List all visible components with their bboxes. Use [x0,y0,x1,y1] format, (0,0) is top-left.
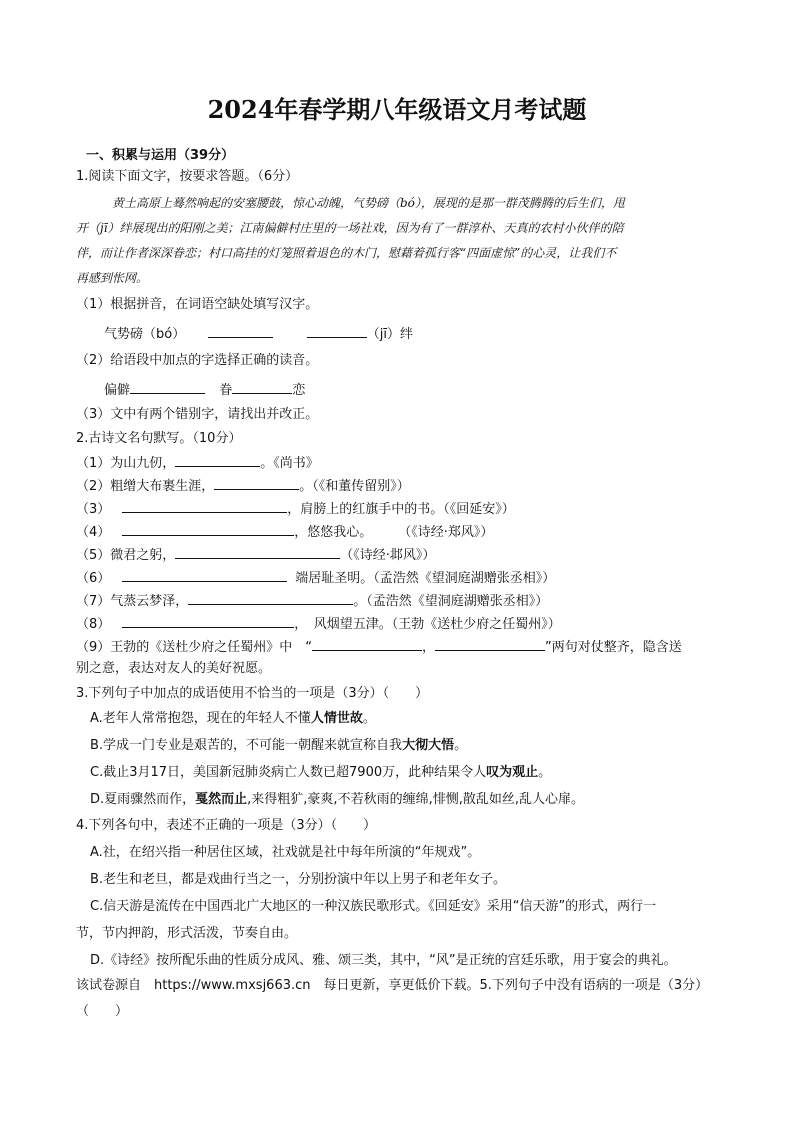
q1-passage-line: 开（jī）绊展现出的阳刚之美；江南偏僻村庄里的一场社戏，因为有了一群淳朴、天真的农村小伙伴的陪 [76,221,624,235]
q2-text: ， [422,640,436,655]
q2-text: ，肩膀上的红旗手中的书。（《回延安》） [287,502,515,517]
option-text: 。 [538,765,552,780]
dotted-idiom: 人情世故 [310,711,363,726]
q2-text: 。《尚书》 [260,456,319,471]
q1-blank-row [104,380,305,400]
q1-passage-line: 再感到怅网。 [76,271,149,285]
q4-option-a: A.社，在绍兴指一种居住区域，社戏就是社中每年所演的“年规戏”。 [90,845,481,860]
q2-text: （8） [76,617,111,632]
q2-line [76,499,515,519]
answer-blank[interactable] [175,545,340,559]
q1-passage-line: 黄土高原上蓦然响起的安塞腰鼓，惊心动魄，气势磅（bó），展现的是那一群茂腾腾的后生们，甩 [100,196,625,210]
q1-word: （jī）绊 [366,327,414,342]
answer-blank[interactable] [175,453,260,467]
q2-text: 。（《和董传留别》） [299,479,410,494]
source-footer: 该试卷源自 https://www.mxsj663.cn 每日更新，享更低价下载。5.下列句子中没有语病的一项是（3分） [76,978,709,993]
q2-line [76,545,435,565]
answer-blank[interactable] [122,568,287,582]
q1-passage-line: 伴，而让作者深深眷恋；村口高挂的灯笼照着退色的木门，慰藉着孤行客“四面虚惊”的心灵，让我们不 [76,246,617,260]
q2-text: （《诗经·邶风》） [340,548,436,563]
dotted-idiom: 大彻大悟 [402,738,455,753]
q2-line: 别之意，表达对友人的美好祝愿。 [76,661,272,676]
option-text: D.夏雨骤然而作， [90,792,196,807]
answer-blank[interactable] [130,380,205,394]
answer-blank[interactable] [435,637,545,651]
q1-word: 恋 [292,383,306,398]
answer-blank[interactable] [208,324,273,338]
page-title: 2024年春学期八年级语文月考试题 [207,95,587,124]
answer-blank[interactable] [188,591,353,605]
q2-text: （9）王勃的《送杜少府之任蜀州》中 “ [76,640,313,655]
dotted-idiom: 戛然而止 [195,792,248,807]
answer-blank[interactable] [232,380,292,394]
q2-text: （5）微君之躬， [76,548,176,563]
q3-stem: 3.下列句子中加点的成语使用不恰当的一项是（3分）（ ） [76,686,429,701]
q1-subquestion: （1）根据拼音，在词语空缺处填写汉字。 [76,297,319,312]
q4-stem: 4.下列各句中，表述不正确的一项是（3分）（ ） [76,818,377,833]
section-heading: 一、积累与运用（39分） [86,148,235,163]
option-text: 。 [454,738,468,753]
q1-subquestion: （2）给语段中加点的字选择正确的读音。 [76,353,319,368]
dotted-idiom: 叹为观止 [486,765,539,780]
option-text: 。 [362,711,376,726]
answer-blank[interactable] [307,324,367,338]
q2-text: 端居耻圣明。（孟浩然《望洞庭湖赠张丞相》） [295,571,556,586]
q2-line [76,476,410,496]
q3-option-a [90,710,376,728]
q2-line [76,568,555,588]
q2-text: ，悠悠我心。 （《诗经·郑风》） [294,525,494,540]
q1-blank-row [104,324,413,344]
answer-blank[interactable] [122,614,294,628]
q2-stem: 2.古诗文名句默写。（10分） [76,431,242,446]
answer-paren: （ ） [76,1004,129,1019]
q2-text: 。（孟浩然《望洞庭湖赠张丞相》） [353,594,549,609]
option-text: B.学成一门专业是艰苦的，不可能一朝醒来就宣称自我 [90,738,403,753]
q2-text: （2）粗缯大布裹生涯， [76,479,215,494]
q3-option-d [90,791,584,809]
answer-blank[interactable] [214,476,299,490]
option-text: A.老年人常常抱怨，现在的年轻人不懂 [90,711,311,726]
q1-subquestion: （3）文中有两个错别字，请找出并改正。 [76,407,319,422]
q2-text: （3） [76,502,111,517]
q2-text: （6） [76,571,111,586]
q1-word: 偏僻 [104,383,131,398]
q3-option-b [90,737,467,755]
q2-line [76,591,548,611]
q2-text: （4） [76,525,111,540]
q2-text: （7）气蒸云梦泽， [76,594,189,609]
option-text: C.截止3月17日，美国新冠肺炎病亡人数已超7900万，此种结果令人 [90,765,487,780]
q1-stem: 1.阅读下面文字，按要求答题。（6分） [76,169,299,184]
q2-text: ”两句对仗整齐，隐含送 [545,640,682,655]
q2-line [76,522,493,542]
q1-word: 气势磅（bó） [104,327,186,342]
answer-blank[interactable] [122,522,294,536]
q4-option-c: C.信天游是流传在中国西北广大地区的一种汉族民歌形式。《回延安》采用“信天游”的形式，两行一 [90,899,657,914]
q1-word: 眷 [219,383,233,398]
q2-line [76,614,561,634]
q3-option-c [90,764,551,782]
q4-option-d: D.《诗经》按所配乐曲的性质分成风、雅、颂三类，其中，“风”是正统的宫廷乐歌，用于宴会的典礼。 [90,953,677,968]
option-text: ,来得粗犷,豪爽,不若秋雨的缠绵,悱恻,散乱如丝,乱人心扉。 [247,792,584,807]
q4-option-c-cont: 节，节内押韵，形式活泼，节奏自由。 [76,926,298,941]
answer-blank[interactable] [122,499,287,513]
q2-line [76,453,319,473]
q2-text: （1）为山九仞， [76,456,176,471]
q2-line [76,637,682,657]
q4-option-b: B.老生和老旦，都是戏曲行当之一，分别扮演中年以上男子和老年女子。 [90,872,507,887]
answer-blank[interactable] [312,637,422,651]
q2-text: ， 风烟望五津。（王勃《送杜少府之任蜀州》） [294,617,561,632]
